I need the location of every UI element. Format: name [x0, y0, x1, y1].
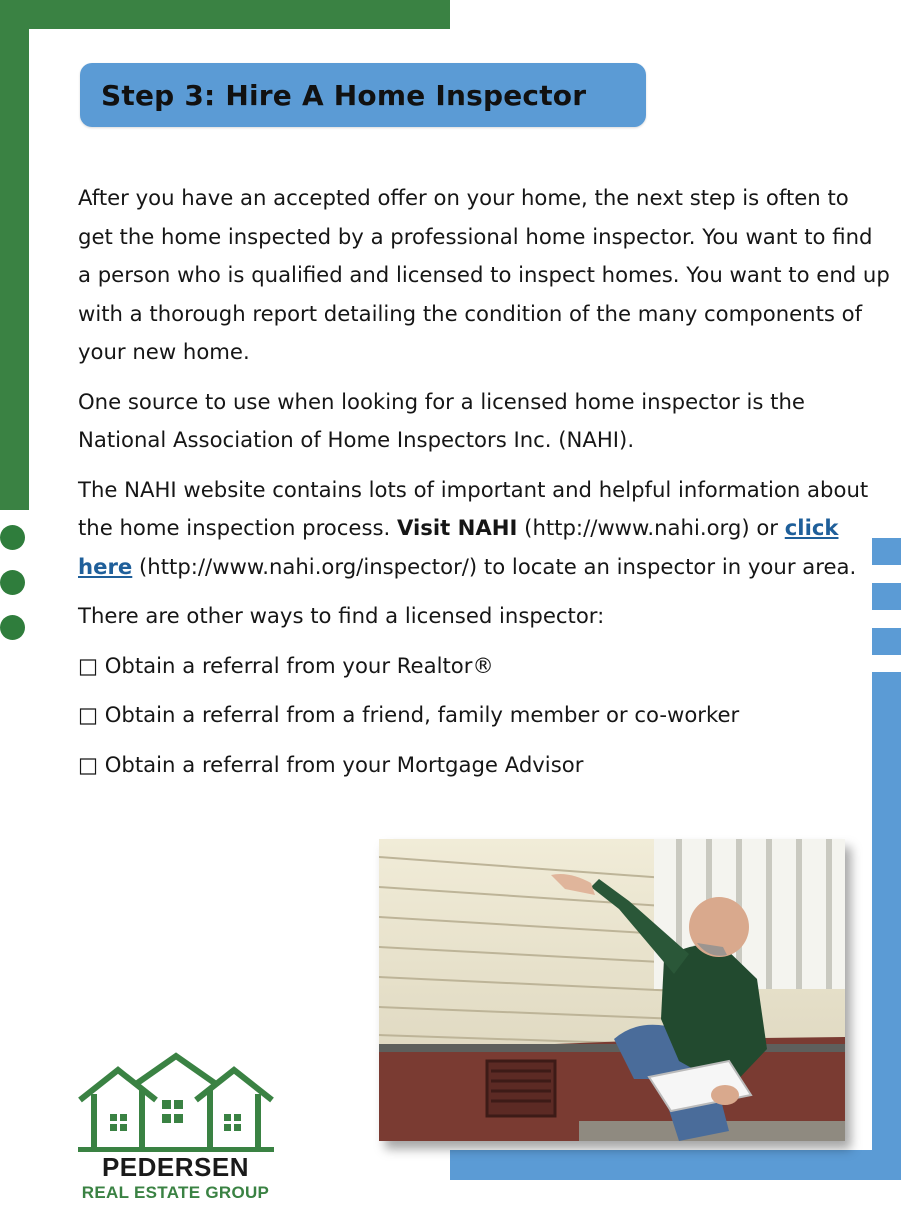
nahi-url-text: (http://www.nahi.org) or [517, 515, 785, 540]
click-here-link[interactable]: click here [78, 515, 839, 579]
inspector-url-text: (http://www.nahi.org/inspector/) to locate an inspector in your area. [132, 553, 857, 579]
green-dot [0, 525, 25, 550]
body-content [78, 179, 890, 795]
green-left-bar [0, 0, 29, 510]
list-item: □ Obtain a referral from your Realtor® [78, 652, 494, 678]
list-item: □ Obtain a referral from your Mortgage Advisor [78, 751, 584, 777]
green-dot [0, 615, 25, 640]
page-title: Step 3: Hire A Home Inspector [101, 79, 587, 112]
title-banner [80, 63, 646, 127]
green-top-bar [0, 0, 450, 29]
blue-bottom-bar [450, 1150, 901, 1180]
logo-tagline: REAL ESTATE GROUP [81, 1183, 270, 1202]
list-item: □ Obtain a referral from a friend, family member or co-worker [78, 702, 740, 727]
green-dot [0, 570, 25, 595]
paragraph-intro: After you have an accepted offer on your home, the next step is often to get the home inspected by a professional home inspector. You want to find a person who is qualified and licensed to inspect homes. You want to end up with a thorough report detailing the condition of the many components of your new home. [78, 185, 890, 364]
houses-icon [58, 1052, 293, 1152]
visit-nahi-label: Visit NAHI [397, 515, 518, 540]
inspector-photo [379, 839, 845, 1141]
paragraph-nahi-source: One source to use when looking for a licensed home inspector is the National Association of Home Inspectors Inc. (NAHI). [78, 388, 805, 452]
pedersen-logo [58, 1052, 293, 1204]
logo-name: PEDERSEN [101, 1152, 250, 1182]
paragraph-nahi-website [78, 471, 890, 587]
paragraph-other-ways: There are other ways to find a licensed inspector: [78, 603, 605, 628]
nahi-website-text: The NAHI website contains lots of important and helpful information about the home inspection process. [78, 476, 869, 540]
